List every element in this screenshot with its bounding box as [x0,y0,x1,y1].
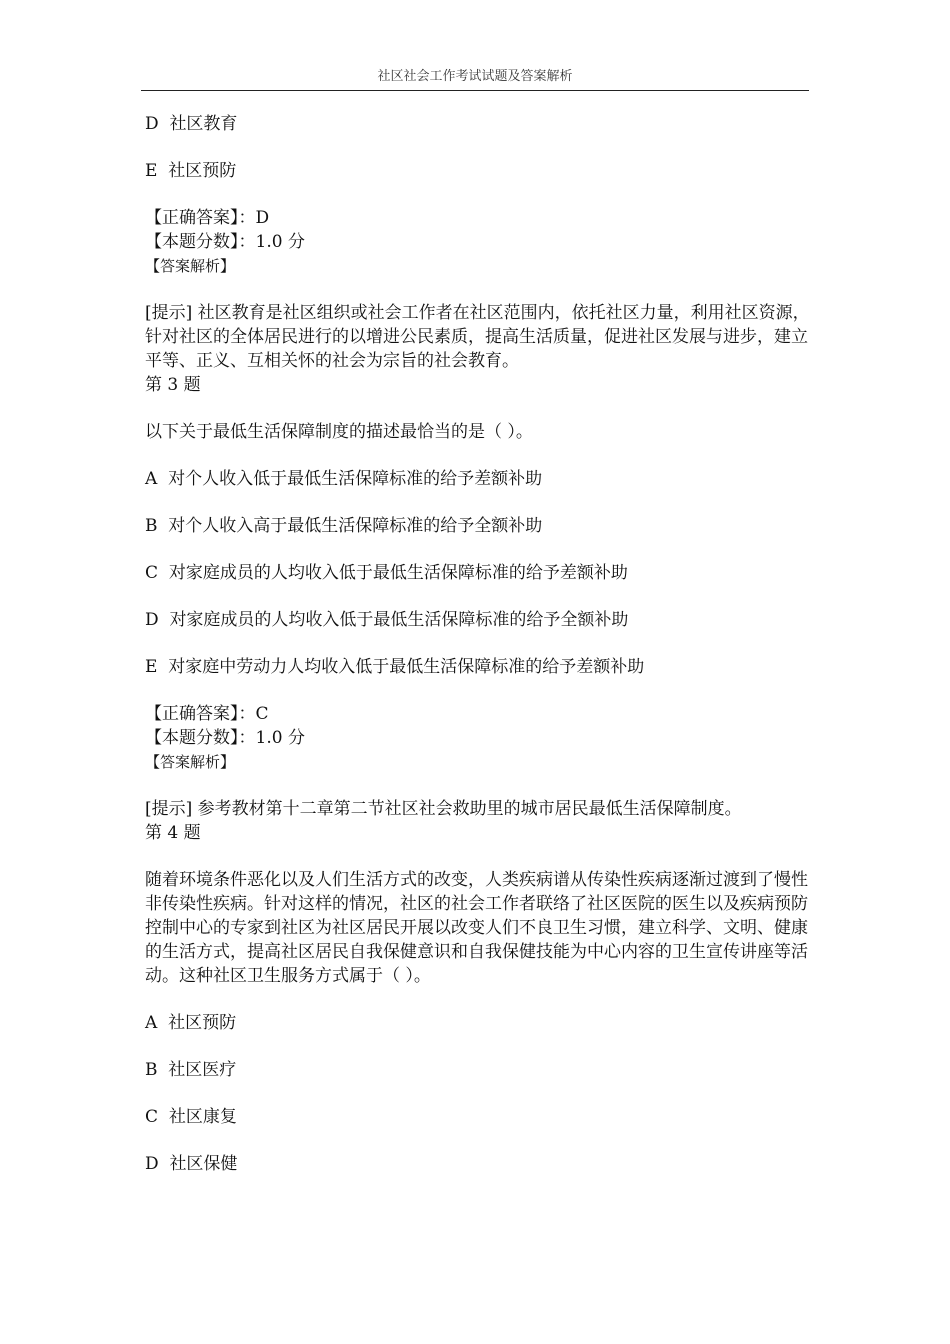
option-c: C 社区康复 [145,1107,237,1127]
option-a: A 社区预防 [145,1013,237,1033]
question-text: 随着环境条件恶化以及人们生活方式的改变，人类疾病谱从传染性疾病逐渐过渡到了慢性非传染性疾病。针对这样的情况，社区的社会工作者联络了社区医院的医生以及疾病预防控制中心的专家到社区为社区居民开展以改变人们不良卫生习惯，建立科学、文明、健康的生活方式，提高社区居民自我保健意识和自我保健技能为中心内容的卫生宣传讲座等活动。这种社区卫生服务方式属于（ ）。 [145,870,808,986]
question-text: 以下关于最低生活保障制度的描述最恰当的是（ ）。 [145,422,533,442]
question-number: 第 4 题 [145,823,201,843]
option-b: B 社区医疗 [145,1060,237,1080]
option-d: D 社区保健 [145,1154,238,1174]
option-e: E 对家庭中劳动力人均收入低于最低生活保障标准的给予差额补助 [145,657,645,677]
option-e: E 社区预防 [145,161,237,181]
page-header [141,68,809,91]
option-c: C 对家庭成员的人均收入低于最低生活保障标准的给予差额补助 [145,563,628,583]
question-number: 第 3 题 [145,375,201,395]
document-title: 社区社会工作考试试题及答案解析 [377,69,573,84]
analysis-text: [提示] 社区教育是社区组织或社会工作者在社区范围内，依托社区力量，利用社区资源，针对社区的全体居民进行的以增进公民素质，提高生活质量，促进社区发展与进步，建立平等、正义、互相关怀的社会为宗旨的社会教育。 [145,303,810,371]
option-a: A 对个人收入低于最低生活保障标准的给予差额补助 [145,469,543,489]
option-b: B 对个人收入高于最低生活保障标准的给予全额补助 [145,516,543,536]
option-d: D 对家庭成员的人均收入低于最低生活保障标准的给予全额补助 [145,610,629,630]
analysis-label: 【答案解析】 [145,753,236,771]
analysis-label: 【答案解析】 [145,257,236,275]
option-d: D 社区教育 [145,114,238,134]
correct-answer: 【正确答案】：D [145,208,270,228]
score: 【本题分数】：1.0 分 [145,232,305,252]
correct-answer: 【正确答案】：C [145,704,269,724]
analysis-text: [提示] 参考教材第十二章第二节社区社会救助里的城市居民最低生活保障制度。 [145,799,742,819]
document-body [145,112,810,1176]
score: 【本题分数】：1.0 分 [145,728,305,748]
